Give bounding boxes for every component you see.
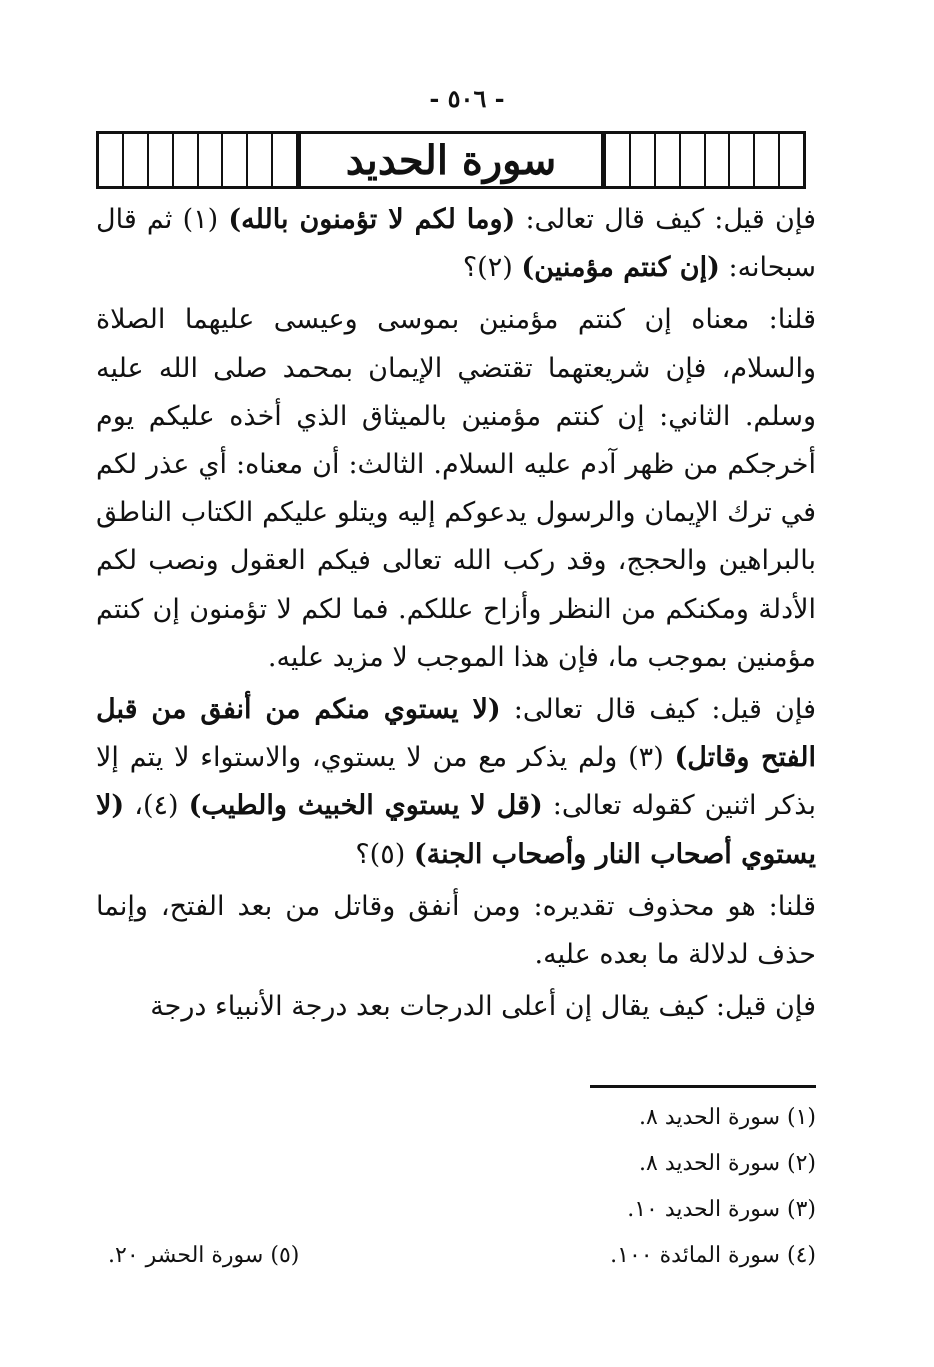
paragraph-4 [96,883,816,979]
paragraph-2 [96,296,816,682]
quran-quote: (وما لكم لا تؤمنون بالله) [228,204,516,235]
paragraph-text: فإن قيل: كيف يقال إن أعلى الدرجات بعد درجة الأنبياء درجة [150,991,816,1023]
footnote-2: (٢) سورة الحديد ٨. [639,1151,816,1176]
footnote-1: (١) سورة الحديد ٨. [639,1105,816,1130]
surah-title: سورة الحديد [298,134,604,186]
footnote-separator [590,1085,816,1088]
paragraph-text: فإن قيل: كيف قال تعالى: [515,204,816,235]
paragraph-text: (١) ثم قال سبحانه: [96,204,816,284]
paragraph-text: (٣) ولم يذكر مع من لا يستوي، والاستواء لا يتم إلا بذكر اثنين كقوله تعالى: [96,742,816,822]
quran-quote: (إن كنتم مؤمنين) [521,252,720,284]
footnote-5: (٥) سورة الحشر ٢٠. [108,1243,300,1268]
paragraph-text: قلنا: هو محذوف تقديره: ومن أنفق وقاتل من بعد الفتح، وإنما حذف لدلالة ما بعده عليه. [96,890,816,971]
page-number: - ٥٠٦ - [429,84,505,113]
paragraph-text: (٤)، [124,790,189,822]
banner-decoration-right [604,134,803,186]
surah-title-banner [96,131,806,189]
quran-quote: (لا يستوي منكم من أنفق من قبل الفتح وقاتل) [96,694,816,774]
paragraph-1 [96,196,816,292]
paragraph-text: فإن قيل: كيف قال تعالى: [500,694,816,726]
paragraph-3 [96,686,816,879]
paragraph-5 [96,983,816,1031]
banner-decoration-left [99,134,298,186]
paragraph-text: قلنا: معناه إن كنتم مؤمنين بموسى وعيسى عليهما الصلاة والسلام، فإن شريعتهما تقتضي الإيمان بمحمد صلى الله عليه وسلم. الثاني: إن كنتم مؤمنين بالميثاق الذي أخذه عليكم يوم أخرجكم من ظهر آدم عليه السلام. الثالث: أن معناه: أي عذر لكم في ترك الإيمان والرسول يدعوكم إليه ويتلو عليكم الكتاب الناطق بالبراهين والحجج، وقد ركب الله تعالى فيكم العقول ونصب لكم الأدلة ومكنكم من النظر وأزاح عللكم. فما لكم لا تؤمنون إن كنتم مؤمنين بموجب ما، فإن هذا الموجب لا مزيد عليه. [96,304,816,673]
quran-quote: (قل لا يستوي الخبيث والطيب) [188,790,543,822]
page-body [96,196,816,1035]
footnote-4: (٤) سورة المائدة ١٠٠. [610,1243,816,1268]
quran-quote: (لا يستوي أصحاب النار وأصحاب الجنة) [96,790,816,870]
footnote-3: (٣) سورة الحديد ١٠. [627,1197,816,1222]
paragraph-text: (٥)؟ [355,838,414,870]
paragraph-text: (٢)؟ [462,252,522,284]
